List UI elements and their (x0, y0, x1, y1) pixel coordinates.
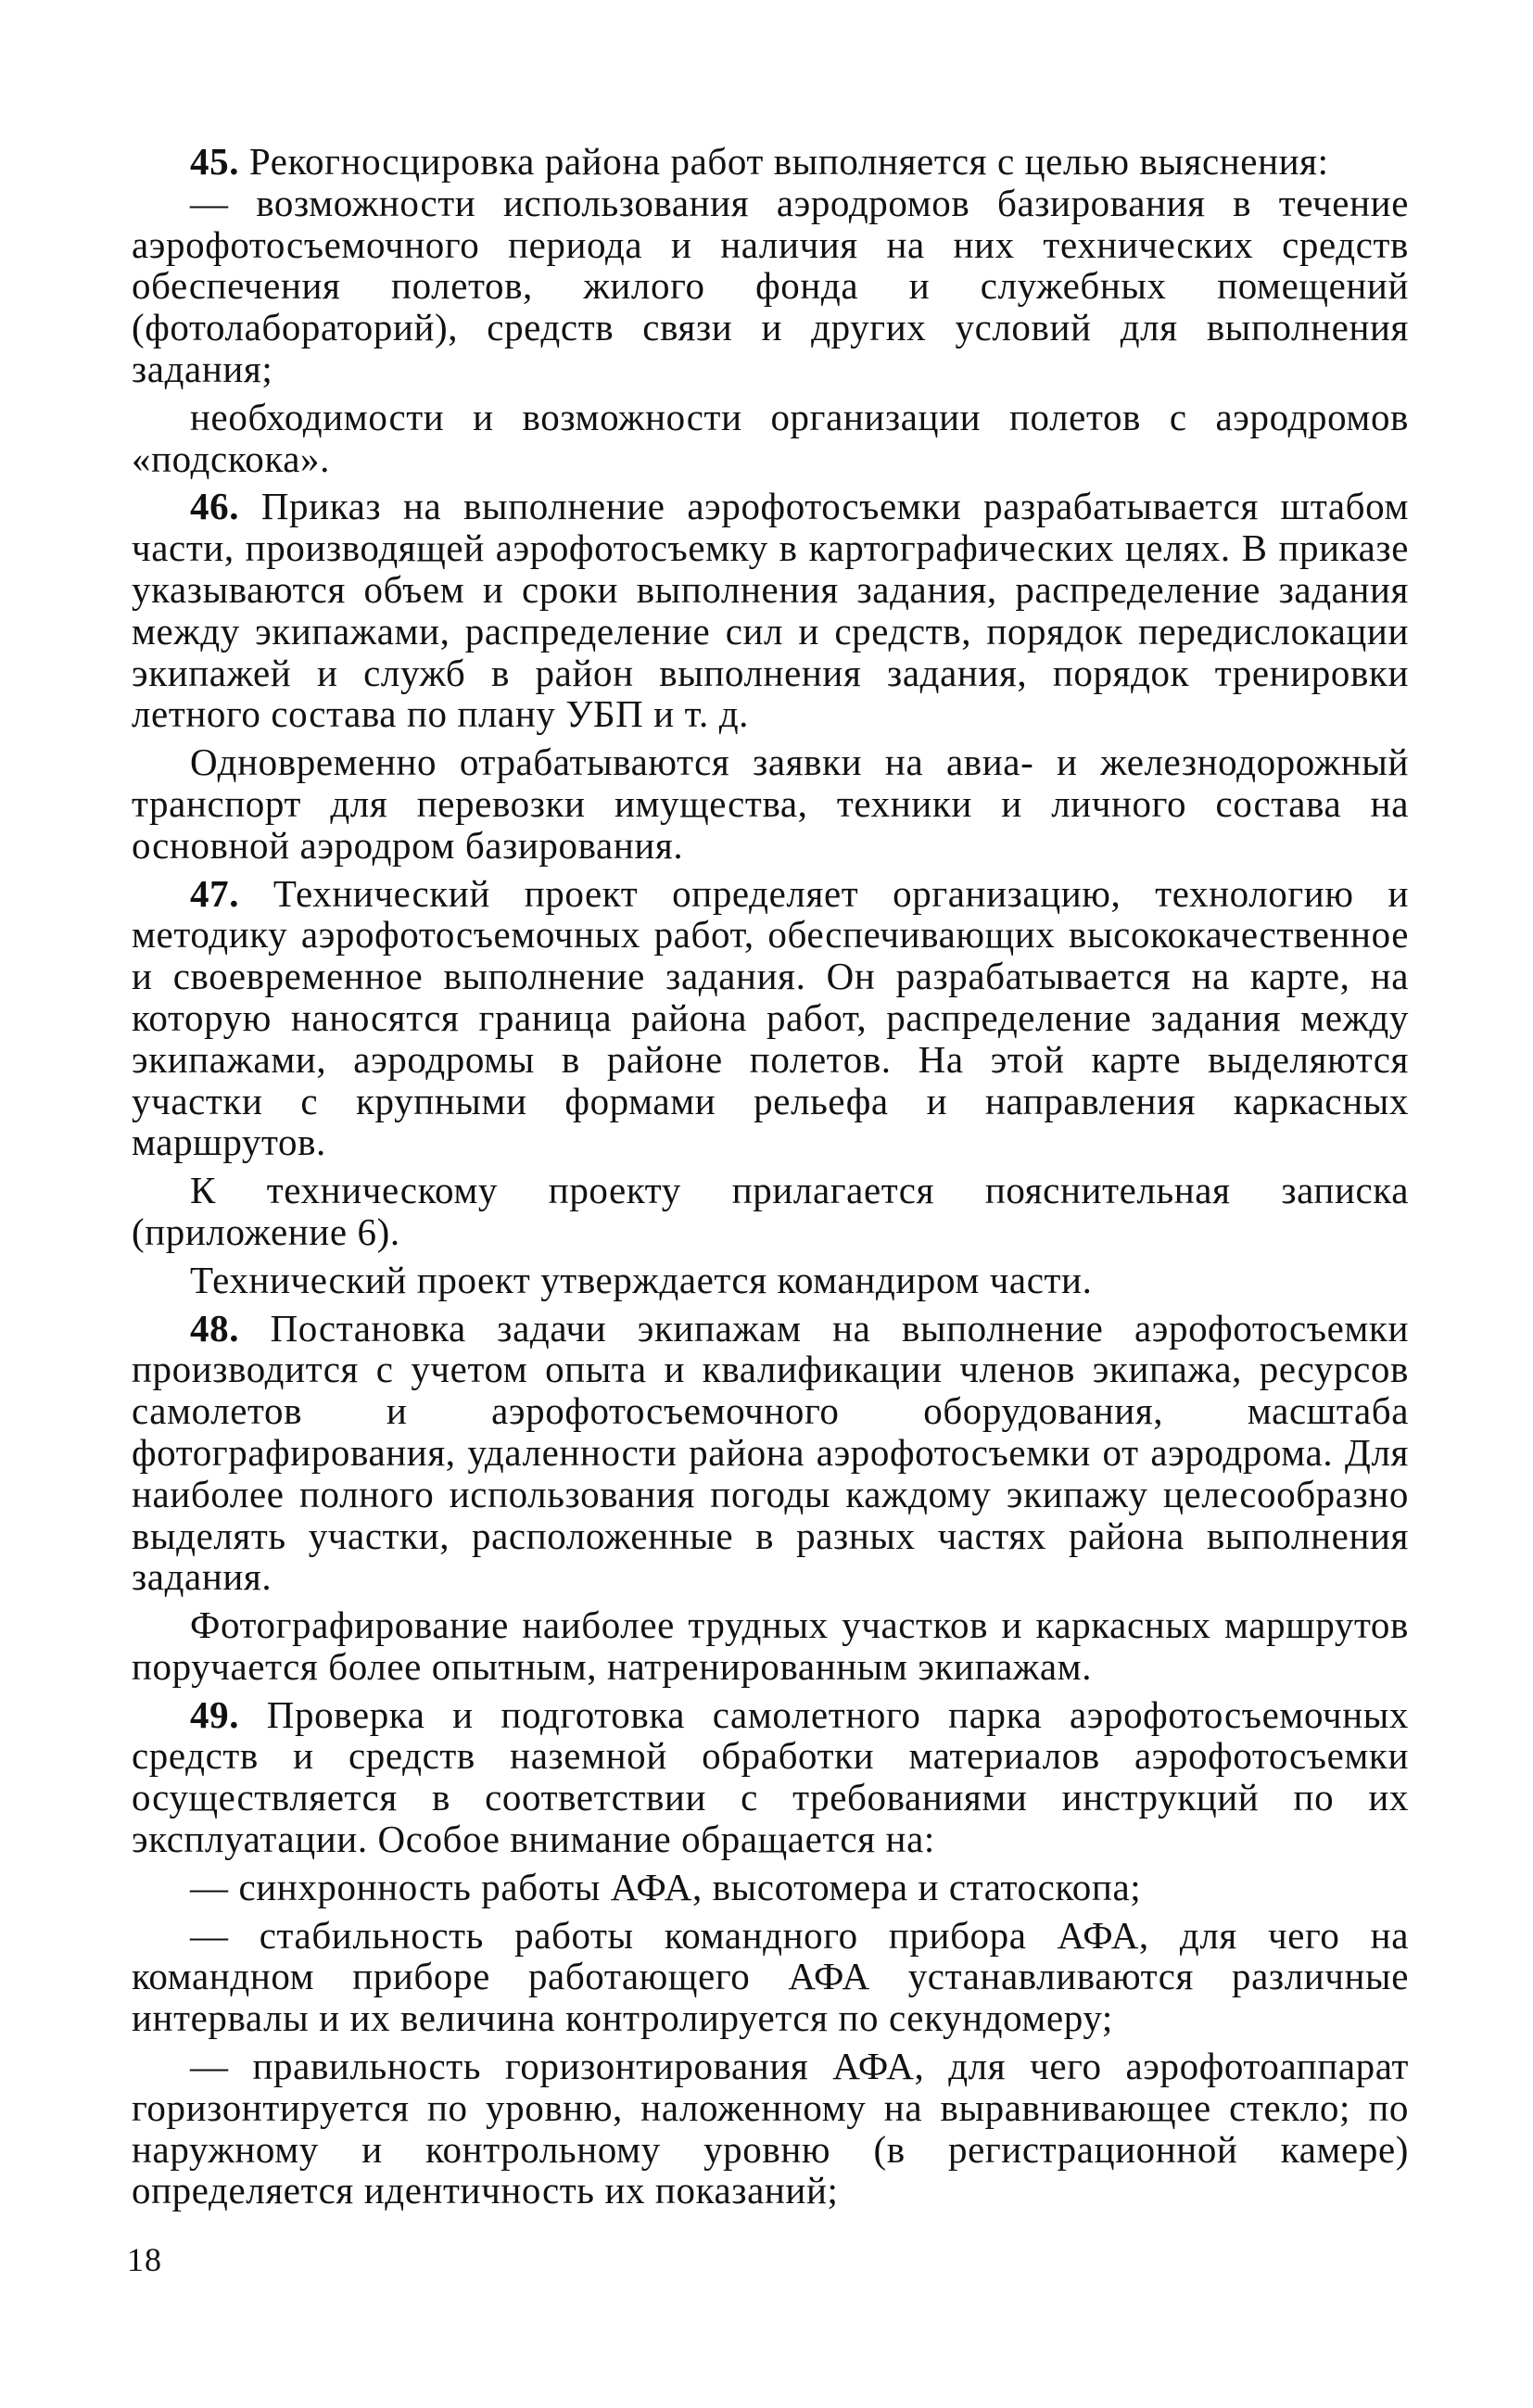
paragraph-text: Проверка и подготовка самолетного парка аэрофотосъемочных средств и средств наземной обработки материалов аэрофотосъемки осуществляется в соответствии с требованиями инструкций по их эксплуатации. Особое внимание обращается на: (132, 1692, 1409, 1861)
paragraph-text: Одновременно отрабатываются заявки на авиа- и железнодорожный транспорт для перевозки имущества, техники и личного состава на основной аэродром базирования. (132, 741, 1409, 867)
paragraph (132, 873, 1409, 1164)
page-number: 18 (127, 2241, 162, 2278)
paragraph-text: Рекогносцировка района работ выполняется с целью выяснения: (239, 140, 1329, 183)
paragraph-text: необходимости и возможности организации полетов с аэродромов «подскока». (132, 395, 1409, 480)
paragraph-text: Фотографирование наиболее трудных участков и каркасных маршрутов поручается более опытным, натренированным экипажам. (132, 1603, 1409, 1688)
paragraph (132, 1694, 1409, 1860)
paragraph (132, 1260, 1409, 1301)
section-number: 47. (190, 871, 240, 915)
paragraph-text: — правильность горизонтирования АФА, для чего аэрофотоаппарат горизонтируется по уровню, наложенному на выравнивающее стекло; по наружному и контрольному уровню (в регистрационной камере) определяется идентичность их показаний; (132, 2045, 1409, 2212)
paragraph (132, 2046, 1409, 2212)
paragraph (132, 1308, 1409, 1599)
section-number: 45. (190, 140, 240, 183)
body-text (132, 141, 1409, 2212)
section-number: 46. (190, 485, 240, 528)
paragraph (132, 1867, 1409, 1908)
paragraph (132, 1170, 1409, 1253)
section-number: 48. (190, 1306, 240, 1350)
paragraph-text: Приказ на выполнение аэрофотосъемки разрабатывается штабом части, производящей аэрофотосъемку в картографических целях. В приказе указываются объем и сроки выполнения задания, распределение задания между экипажами, распределение сил и средств, порядок передислокации экипажей и служб в район выполнения задания, порядок тренировки летного состава по плану УБП и т. д. (132, 485, 1409, 736)
paragraph-text: К техническому проекту прилагается пояснительная записка (приложение 6). (132, 1169, 1409, 1253)
paragraph (132, 1604, 1409, 1688)
paragraph-text: Постановка задачи экипажам на выполнение аэрофотосъемки производится с учетом опыта и квалификации членов экипажа, ресурсов самолетов и аэрофотосъемочного оборудования, масштаба фотографирования, удаленности района аэрофотосъемки от аэродрома. Для наиболее полного использования погоды каждому экипажу целесообразно выделять участки, расположенные в разных частях района выполнения задания. (132, 1306, 1409, 1599)
paragraph (132, 183, 1409, 390)
paragraph (132, 1915, 1409, 2039)
paragraph-text: — синхронность работы АФА, высотомера и статоскопа; (190, 1865, 1142, 1908)
section-number: 49. (190, 1692, 240, 1736)
paragraph-text: Технический проект определяет организацию, технологию и методику аэрофотосъемочных работ, обеспечивающих высококачественное и своевременное выполнение задания. Он разрабатывается на карте, на которую наносятся граница района работ, распределение задания между экипажами, аэродромы в районе полетов. На этой карте выделяются участки с крупными формами рельефа и направления каркасных маршрутов. (132, 871, 1409, 1164)
paragraph (132, 397, 1409, 480)
paragraph (132, 141, 1409, 183)
paragraph-text: — стабильность работы командного прибора АФА, для чего на командном приборе работающего АФА устанавливаются различные интервалы и их величина контролируется по секундомеру; (132, 1913, 1409, 2040)
paragraph (132, 741, 1409, 866)
paragraph (132, 486, 1409, 735)
paragraph-text: — возможности использования аэродромов базирования в течение аэрофотосъемочного периода и наличия на них технических средств обеспечения полетов, жилого фонда и служебных помещений (фотолабораторий), средств связи и других условий для выполнения задания; (132, 181, 1409, 390)
paragraph-text: Технический проект утверждается командиром части. (190, 1258, 1093, 1301)
